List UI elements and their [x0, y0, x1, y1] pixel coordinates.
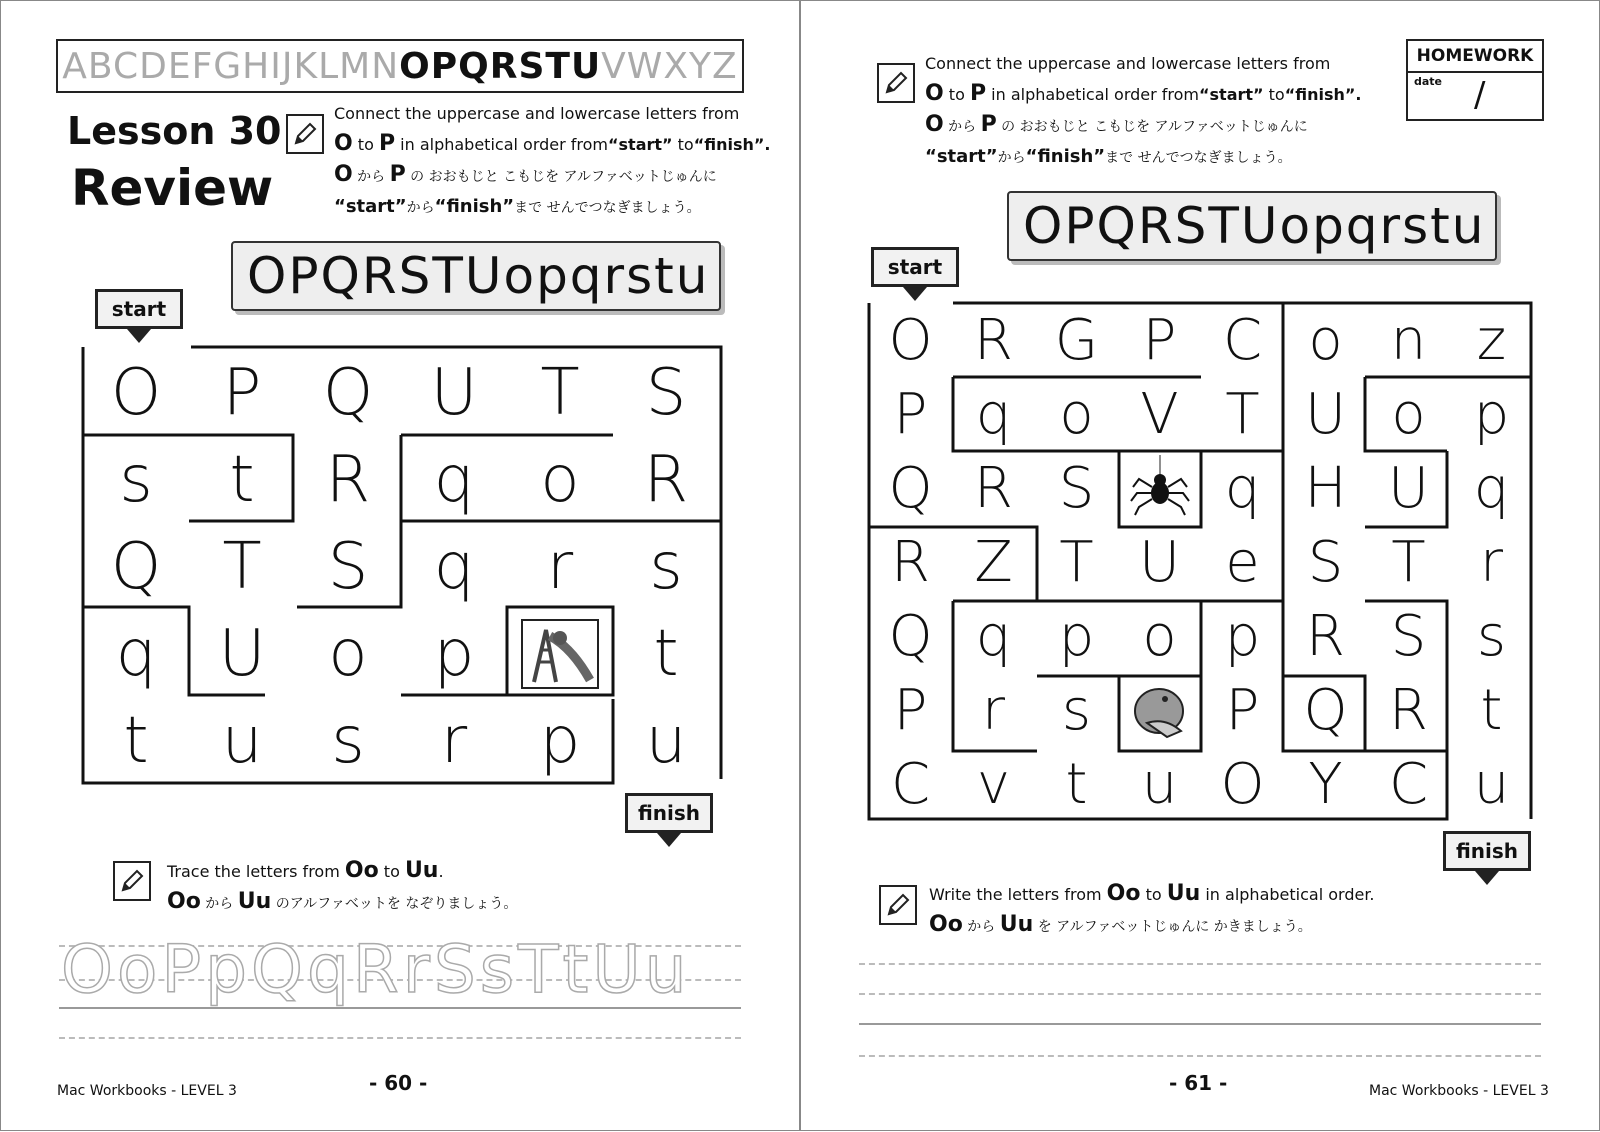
- letter-scroll: OPQRSTUopqrstu: [1007, 191, 1497, 261]
- maze-letter: o: [1059, 381, 1094, 447]
- maze-letter: P: [893, 381, 928, 447]
- lesson-subtitle: Review: [71, 159, 274, 217]
- maze-letter: r: [1479, 529, 1504, 595]
- maze-letter: R: [1389, 677, 1428, 743]
- alphabet-before: ABCDEFGHIJKLMN: [62, 45, 400, 87]
- writing-line[interactable]: [859, 1055, 1541, 1057]
- lesson-title: Lesson 30: [67, 109, 282, 153]
- finish-arrow-icon: [1475, 871, 1499, 885]
- maze-letter: s: [1476, 603, 1507, 669]
- maze-letter: q: [975, 603, 1012, 669]
- maze-letter: u: [1473, 751, 1510, 817]
- page-number-right: - 61 -: [1169, 1071, 1228, 1095]
- maze-letter: u: [221, 703, 263, 778]
- cap-icon: [1118, 673, 1201, 747]
- trace-letters: OoPpQqRrSsTtUu: [61, 931, 691, 1008]
- instruction-en-line2: O to P in alphabetical order from“start” to“finish”.: [925, 81, 1362, 106]
- maze-letter: t: [229, 442, 255, 517]
- maze-letter: T: [1391, 529, 1426, 595]
- alphabet-highlight: OPQRSTU: [399, 45, 602, 87]
- pencil-icon: [879, 885, 917, 925]
- maze-letter: S: [327, 529, 369, 604]
- maze-letter: R: [1306, 603, 1345, 669]
- writing-line[interactable]: [859, 963, 1541, 965]
- page-number-left: - 60 -: [369, 1071, 428, 1095]
- maze-letter: Y: [1308, 751, 1343, 817]
- maze-letter: O: [1220, 751, 1265, 817]
- maze-letter: p: [1224, 603, 1261, 669]
- maze-letter: p: [1058, 603, 1095, 669]
- maze-letter: O: [110, 355, 162, 430]
- maze-letter: s: [331, 703, 365, 778]
- instruction-en-line2: O to P in alphabetical order from“start” to“finish”.: [334, 131, 771, 156]
- maze-letter: e: [1225, 529, 1260, 595]
- maze-letter: r: [546, 529, 574, 604]
- homework-label: HOMEWORK: [1408, 41, 1542, 73]
- writing-line[interactable]: [859, 993, 1541, 995]
- alphabet-after: VWXYZ: [601, 45, 738, 87]
- maze-letter: u: [1141, 751, 1178, 817]
- maze-letter: U: [1305, 381, 1346, 447]
- maze-letter: t: [653, 616, 679, 691]
- maze-letter: r: [981, 677, 1006, 743]
- instruction-jp-line1: O から P の おおもじと こもじを アルファベットじゅんに: [334, 162, 717, 187]
- trace-instruction-en: Trace the letters from Oo to Uu.: [167, 858, 444, 883]
- maze-letter: t: [123, 703, 149, 778]
- left-page: [0, 0, 800, 1131]
- instruction-jp-line2: “start”から“finish”まで せんでつなぎましょう。: [334, 196, 701, 217]
- maze-letter: Q: [322, 355, 374, 430]
- maze-letter: q: [1473, 455, 1510, 521]
- maze-letter: S: [645, 355, 687, 430]
- maze-letter: t: [1065, 751, 1088, 817]
- maze-letter: q: [433, 442, 475, 517]
- instruction-en-line1: Connect the uppercase and lowercase letters from: [334, 104, 740, 123]
- instruction-jp-line2: “start”から“finish”まで せんでつなぎましょう。: [925, 146, 1292, 167]
- maze-letter: T: [1059, 529, 1094, 595]
- maze-letter: q: [115, 616, 157, 691]
- maze-letter: U: [218, 616, 266, 691]
- pencil-icon: [113, 861, 151, 901]
- date-slash: /: [1474, 75, 1486, 115]
- maze-letter: U: [1139, 529, 1180, 595]
- right-page: [800, 0, 1600, 1131]
- maze-letter: p: [1473, 381, 1510, 447]
- maze-letter: R: [891, 529, 930, 595]
- finish-arrow-icon: [657, 833, 681, 847]
- start-tag: start: [95, 289, 183, 329]
- maze-letter: S: [1058, 455, 1095, 521]
- guide-line: [59, 1037, 741, 1039]
- maze-letter: o: [1391, 381, 1426, 447]
- maze-letter: p: [539, 703, 581, 778]
- maze-letter: V: [1140, 381, 1179, 447]
- finish-tag: finish: [1443, 831, 1531, 871]
- write-instructions: [929, 879, 1375, 942]
- maze-letter: n: [1390, 307, 1427, 373]
- trace-instruction-jp: Oo から Uu のアルファベットを なぞりましょう。: [167, 889, 518, 914]
- maze-letter: u: [645, 703, 687, 778]
- maze-letter: v: [976, 751, 1011, 817]
- slide-icon: [507, 610, 613, 697]
- maze-letter: U: [1388, 455, 1429, 521]
- write-instruction-jp: Oo から Uu を アルファベットじゅんに かきましょう。: [929, 912, 1312, 937]
- maze-letter: U: [430, 355, 478, 430]
- maze-letter: r: [440, 703, 468, 778]
- finish-tag: finish: [625, 793, 713, 833]
- trace-instructions: [167, 856, 517, 919]
- maze-letter: S: [1307, 529, 1344, 595]
- maze-letter: O: [888, 307, 933, 373]
- maze-letter: C: [1388, 751, 1429, 817]
- letter-scroll: OPQRSTUopqrstu: [231, 241, 721, 311]
- maze-letter: P: [1225, 677, 1260, 743]
- maze-letter: t: [1480, 677, 1503, 743]
- maze-letter: R: [325, 442, 371, 517]
- maze-letter: q: [975, 381, 1012, 447]
- maze-letter: R: [643, 442, 689, 517]
- maze-letter: Q: [888, 603, 933, 669]
- maze-letter: C: [890, 751, 931, 817]
- maze-letter: Z: [974, 529, 1013, 595]
- maze-letter: z: [1476, 307, 1507, 373]
- maze-letter: o: [1142, 603, 1177, 669]
- maze-letter: P: [1142, 307, 1177, 373]
- maze-letter: T: [540, 355, 580, 430]
- maze-letter: R: [974, 455, 1013, 521]
- footer-left: Mac Workbooks - LEVEL 3: [57, 1083, 237, 1099]
- maze-letter: p: [433, 616, 475, 691]
- maze-letter: G: [1054, 307, 1099, 373]
- maze-letter: T: [1225, 381, 1260, 447]
- maze-letter: Q: [888, 455, 933, 521]
- maze-letter: T: [222, 529, 262, 604]
- maze-letter: R: [974, 307, 1013, 373]
- maze-letter: H: [1304, 455, 1347, 521]
- maze-letter: o: [1308, 307, 1343, 373]
- maze-letter: C: [1222, 307, 1263, 373]
- write-instruction-en: Write the letters from Oo to Uu in alphabetical order.: [929, 881, 1375, 906]
- maze-letter: s: [649, 529, 683, 604]
- maze-letter: S: [1390, 603, 1427, 669]
- spider-icon: [1118, 451, 1201, 525]
- footer-right: Mac Workbooks - LEVEL 3: [1369, 1083, 1549, 1099]
- maze-letter: Q: [110, 529, 162, 604]
- maze-letter: s: [119, 442, 153, 517]
- maze-letter: P: [222, 355, 262, 430]
- maze-letter: o: [540, 442, 580, 517]
- maze-letter: q: [433, 529, 475, 604]
- maze-letter: Q: [1303, 677, 1348, 743]
- maze-letter: s: [1061, 677, 1092, 743]
- maze-letter: o: [328, 616, 368, 691]
- instruction-en-line1: Connect the uppercase and lowercase letters from: [925, 54, 1331, 73]
- writing-line[interactable]: [859, 1023, 1541, 1025]
- instruction-jp-line1: O から P の おおもじと こもじを アルファベットじゅんに: [925, 112, 1308, 137]
- maze-letter: q: [1224, 455, 1261, 521]
- date-label: date: [1414, 75, 1443, 88]
- start-tag: start: [871, 247, 959, 287]
- maze-letter: P: [893, 677, 928, 743]
